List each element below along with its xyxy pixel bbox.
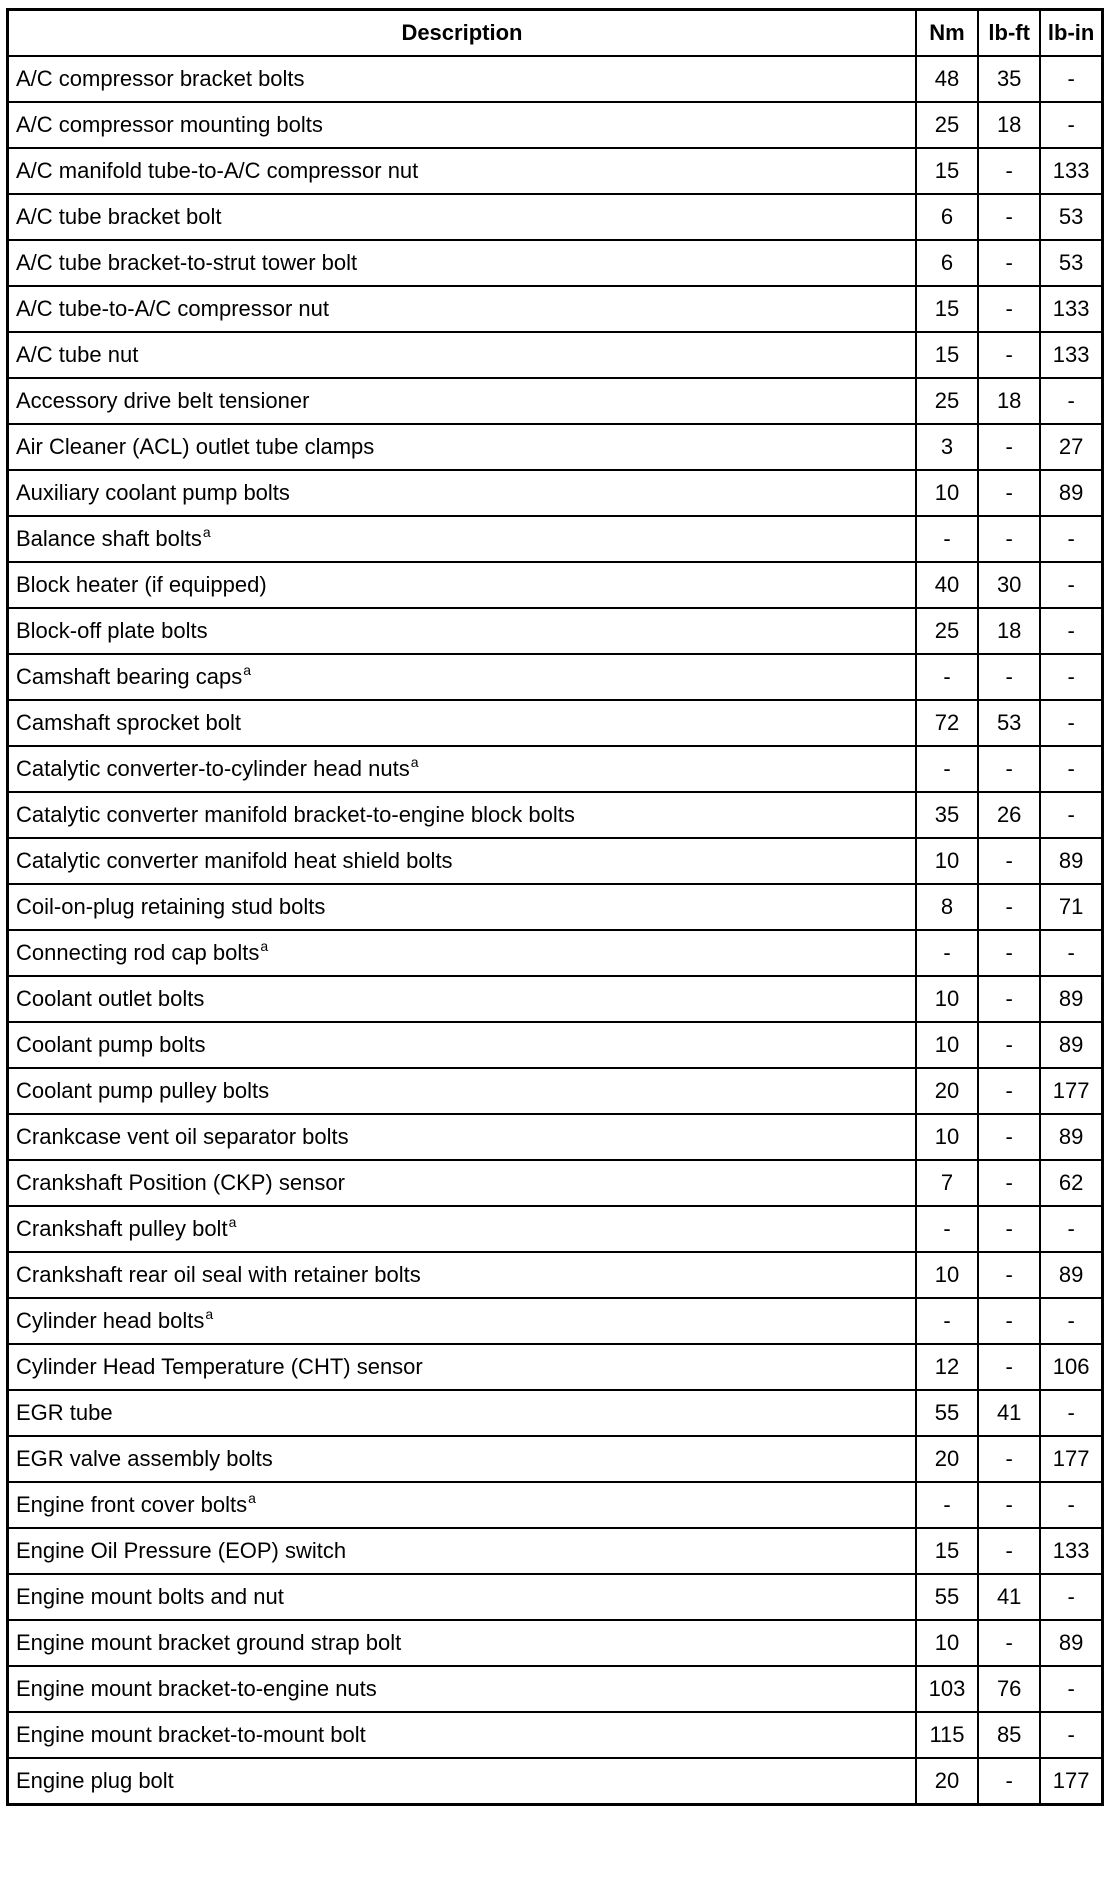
lbft-value-cell: -	[978, 516, 1040, 562]
description-text: Catalytic converter manifold bracket-to-engine block bolts	[16, 802, 575, 827]
description-text: Camshaft bearing caps	[16, 664, 243, 689]
description-cell	[8, 148, 916, 194]
lbin-value-cell: -	[1040, 746, 1102, 792]
nm-value-cell: 25	[916, 102, 978, 148]
lbin-value-cell: -	[1040, 1298, 1102, 1344]
description-cell	[8, 1206, 916, 1252]
lbft-value-cell: 53	[978, 700, 1040, 746]
lbin-value-cell: 89	[1040, 1114, 1102, 1160]
lbin-value-cell: -	[1040, 1574, 1102, 1620]
description-text: A/C compressor bracket bolts	[16, 66, 305, 91]
description-text: A/C tube bracket bolt	[16, 204, 222, 229]
lbin-value-cell: -	[1040, 1390, 1102, 1436]
lbft-value-cell: -	[978, 424, 1040, 470]
table-row	[8, 1114, 1103, 1160]
nm-value-cell: 10	[916, 1252, 978, 1298]
lbin-value-cell: 106	[1040, 1344, 1102, 1390]
nm-value-cell: 15	[916, 332, 978, 378]
table-row	[8, 1666, 1103, 1712]
description-cell	[8, 1482, 916, 1528]
table-row	[8, 1160, 1103, 1206]
description-cell	[8, 102, 916, 148]
lbft-value-cell: -	[978, 976, 1040, 1022]
lbft-value-cell: -	[978, 1068, 1040, 1114]
table-row	[8, 1712, 1103, 1758]
lbft-value-cell: -	[978, 1022, 1040, 1068]
lbin-value-cell: -	[1040, 562, 1102, 608]
nm-value-cell: 25	[916, 378, 978, 424]
lbin-value-cell: 133	[1040, 148, 1102, 194]
description-text: A/C tube-to-A/C compressor nut	[16, 296, 330, 321]
description-text: Crankcase vent oil separator bolts	[16, 1124, 349, 1149]
lbft-value-cell: -	[978, 1160, 1040, 1206]
footnote-marker: a	[228, 1214, 237, 1230]
description-cell	[8, 516, 916, 562]
table-row	[8, 1620, 1103, 1666]
table-row	[8, 884, 1103, 930]
nm-value-cell: 10	[916, 976, 978, 1022]
nm-value-cell: 115	[916, 1712, 978, 1758]
nm-value-cell: 10	[916, 1114, 978, 1160]
description-text: Engine Oil Pressure (EOP) switch	[16, 1538, 347, 1563]
nm-value-cell: -	[916, 654, 978, 700]
lbft-value-cell: 26	[978, 792, 1040, 838]
table-row	[8, 1436, 1103, 1482]
description-text: A/C manifold tube-to-A/C compressor nut	[16, 158, 419, 183]
description-cell	[8, 1436, 916, 1482]
description-cell	[8, 746, 916, 792]
lbin-value-cell: 71	[1040, 884, 1102, 930]
nm-value-cell: 10	[916, 1620, 978, 1666]
description-cell	[8, 1390, 916, 1436]
description-text: Catalytic converter manifold heat shield bolts	[16, 848, 453, 873]
description-text: Crankshaft rear oil seal with retainer bolts	[16, 1262, 421, 1287]
description-cell	[8, 1298, 916, 1344]
lbft-value-cell: -	[978, 1528, 1040, 1574]
description-text: Air Cleaner (ACL) outlet tube clamps	[16, 434, 375, 459]
description-text: A/C tube nut	[16, 342, 139, 367]
description-cell	[8, 700, 916, 746]
description-cell	[8, 976, 916, 1022]
lbin-value-cell: 177	[1040, 1758, 1102, 1805]
description-text: Engine mount bracket-to-engine nuts	[16, 1676, 377, 1701]
description-text: Accessory drive belt tensioner	[16, 388, 310, 413]
nm-value-cell: 20	[916, 1758, 978, 1805]
description-text: Engine plug bolt	[16, 1768, 174, 1793]
lbin-value-cell: 89	[1040, 1252, 1102, 1298]
table-row	[8, 930, 1103, 976]
footnote-marker: a	[243, 662, 252, 678]
table-row	[8, 424, 1103, 470]
description-text: EGR tube	[16, 1400, 113, 1425]
table-row	[8, 700, 1103, 746]
lbft-value-cell: -	[978, 470, 1040, 516]
description-text: Block heater (if equipped)	[16, 572, 267, 597]
lbft-value-cell: -	[978, 746, 1040, 792]
description-text: Cylinder head bolts	[16, 1308, 205, 1333]
table-row	[8, 470, 1103, 516]
table-row	[8, 838, 1103, 884]
nm-value-cell: 48	[916, 56, 978, 102]
lbft-value-cell: 30	[978, 562, 1040, 608]
description-cell	[8, 286, 916, 332]
nm-value-cell: -	[916, 1206, 978, 1252]
description-text: Coolant outlet bolts	[16, 986, 205, 1011]
description-text: A/C compressor mounting bolts	[16, 112, 323, 137]
lbft-value-cell: 41	[978, 1574, 1040, 1620]
lbin-value-cell: -	[1040, 1482, 1102, 1528]
table-row	[8, 608, 1103, 654]
lbin-value-cell: -	[1040, 608, 1102, 654]
header-row	[8, 10, 1103, 57]
lbft-value-cell: -	[978, 148, 1040, 194]
lbft-value-cell: -	[978, 1344, 1040, 1390]
nm-value-cell: 10	[916, 1022, 978, 1068]
table-row	[8, 792, 1103, 838]
table-row	[8, 102, 1103, 148]
lbft-value-cell: -	[978, 654, 1040, 700]
table-row	[8, 1068, 1103, 1114]
description-cell	[8, 1114, 916, 1160]
description-text: EGR valve assembly bolts	[16, 1446, 273, 1471]
lbft-value-cell: 18	[978, 608, 1040, 654]
nm-value-cell: -	[916, 1482, 978, 1528]
lbin-value-cell: 177	[1040, 1068, 1102, 1114]
description-text: Coolant pump pulley bolts	[16, 1078, 270, 1103]
description-cell	[8, 1712, 916, 1758]
lbin-value-cell: -	[1040, 378, 1102, 424]
description-cell	[8, 838, 916, 884]
lbft-value-cell: -	[978, 194, 1040, 240]
description-text: Crankshaft Position (CKP) sensor	[16, 1170, 345, 1195]
footnote-marker: a	[202, 524, 211, 540]
lbft-value-cell: -	[978, 1252, 1040, 1298]
description-cell	[8, 884, 916, 930]
lbft-value-cell: 76	[978, 1666, 1040, 1712]
lbft-value-cell: -	[978, 1298, 1040, 1344]
nm-value-cell: 8	[916, 884, 978, 930]
description-cell	[8, 1528, 916, 1574]
description-cell	[8, 792, 916, 838]
table-row	[8, 746, 1103, 792]
description-text: Engine mount bolts and nut	[16, 1584, 284, 1609]
lbft-value-cell: -	[978, 930, 1040, 976]
description-cell	[8, 1666, 916, 1712]
description-text: Block-off plate bolts	[16, 618, 208, 643]
description-cell	[8, 930, 916, 976]
description-text: Auxiliary coolant pump bolts	[16, 480, 290, 505]
lbin-value-cell: -	[1040, 56, 1102, 102]
lbin-value-cell: -	[1040, 654, 1102, 700]
description-text: Coolant pump bolts	[16, 1032, 206, 1057]
nm-value-cell: -	[916, 930, 978, 976]
description-text: Catalytic converter-to-cylinder head nuts	[16, 756, 410, 781]
table-row	[8, 1482, 1103, 1528]
description-cell	[8, 608, 916, 654]
lbin-value-cell: -	[1040, 516, 1102, 562]
lbft-value-cell: -	[978, 884, 1040, 930]
lbft-value-cell: -	[978, 1114, 1040, 1160]
nm-value-cell: 35	[916, 792, 978, 838]
description-cell	[8, 424, 916, 470]
description-cell	[8, 1160, 916, 1206]
description-cell	[8, 562, 916, 608]
description-cell	[8, 378, 916, 424]
description-text: Cylinder Head Temperature (CHT) sensor	[16, 1354, 423, 1379]
nm-value-cell: 40	[916, 562, 978, 608]
lbin-value-cell: 89	[1040, 1022, 1102, 1068]
nm-value-cell: 55	[916, 1574, 978, 1620]
nm-value-cell: 3	[916, 424, 978, 470]
nm-value-cell: -	[916, 516, 978, 562]
description-cell	[8, 1620, 916, 1666]
lbft-value-cell: -	[978, 1206, 1040, 1252]
lbft-value-cell: -	[978, 332, 1040, 378]
lbin-value-cell: 133	[1040, 332, 1102, 378]
table-body	[8, 56, 1103, 1805]
nm-value-cell: 55	[916, 1390, 978, 1436]
nm-value-cell: 12	[916, 1344, 978, 1390]
footnote-marker: a	[260, 938, 269, 954]
description-cell	[8, 56, 916, 102]
lbft-value-cell: -	[978, 1482, 1040, 1528]
torque-spec-sheet	[6, 8, 1104, 1806]
nm-value-cell: 20	[916, 1068, 978, 1114]
table-row	[8, 1574, 1103, 1620]
nm-value-cell: 6	[916, 194, 978, 240]
nm-value-cell: -	[916, 1298, 978, 1344]
table-row	[8, 240, 1103, 286]
lbft-value-cell: 18	[978, 102, 1040, 148]
nm-value-cell: 15	[916, 286, 978, 332]
table-row	[8, 1022, 1103, 1068]
description-text: Balance shaft bolts	[16, 526, 202, 551]
description-cell	[8, 1068, 916, 1114]
description-cell	[8, 470, 916, 516]
table-row	[8, 1528, 1103, 1574]
nm-value-cell: 25	[916, 608, 978, 654]
table-row	[8, 1758, 1103, 1805]
table-row	[8, 148, 1103, 194]
lbft-value-cell: -	[978, 1620, 1040, 1666]
lbft-value-cell: -	[978, 286, 1040, 332]
description-cell	[8, 654, 916, 700]
nm-value-cell: 103	[916, 1666, 978, 1712]
description-cell	[8, 1252, 916, 1298]
nm-value-cell: 10	[916, 838, 978, 884]
table-row	[8, 976, 1103, 1022]
nm-value-cell: 72	[916, 700, 978, 746]
lbin-value-cell: 89	[1040, 838, 1102, 884]
lbin-value-cell: 89	[1040, 976, 1102, 1022]
column-header-nm: Nm	[916, 10, 978, 57]
nm-value-cell: -	[916, 746, 978, 792]
lbin-value-cell: 89	[1040, 1620, 1102, 1666]
lbin-value-cell: 177	[1040, 1436, 1102, 1482]
lbin-value-cell: 53	[1040, 240, 1102, 286]
footnote-marker: a	[248, 1490, 256, 1506]
description-cell	[8, 1758, 916, 1805]
description-cell	[8, 1022, 916, 1068]
nm-value-cell: 10	[916, 470, 978, 516]
lbft-value-cell: 41	[978, 1390, 1040, 1436]
description-cell	[8, 194, 916, 240]
lbin-value-cell: 27	[1040, 424, 1102, 470]
lbin-value-cell: -	[1040, 1712, 1102, 1758]
lbin-value-cell: -	[1040, 102, 1102, 148]
lbin-value-cell: -	[1040, 1206, 1102, 1252]
table-row	[8, 286, 1103, 332]
table-row	[8, 1390, 1103, 1436]
lbin-value-cell: -	[1040, 1666, 1102, 1712]
footnote-marker: a	[410, 754, 419, 770]
table-row	[8, 378, 1103, 424]
nm-value-cell: 15	[916, 148, 978, 194]
table-row	[8, 194, 1103, 240]
description-cell	[8, 332, 916, 378]
description-cell	[8, 1344, 916, 1390]
nm-value-cell: 7	[916, 1160, 978, 1206]
description-text: A/C tube bracket-to-strut tower bolt	[16, 250, 358, 275]
lbft-value-cell: 35	[978, 56, 1040, 102]
torque-spec-table	[6, 8, 1104, 1806]
lbin-value-cell: -	[1040, 930, 1102, 976]
lbin-value-cell: -	[1040, 792, 1102, 838]
description-text: Crankshaft pulley bolt	[16, 1216, 228, 1241]
lbin-value-cell: 62	[1040, 1160, 1102, 1206]
lbin-value-cell: 133	[1040, 286, 1102, 332]
footnote-marker: a	[205, 1306, 214, 1322]
description-text: Camshaft sprocket bolt	[16, 710, 241, 735]
lbin-value-cell: -	[1040, 700, 1102, 746]
lbft-value-cell: -	[978, 240, 1040, 286]
lbin-value-cell: 133	[1040, 1528, 1102, 1574]
lbft-value-cell: -	[978, 1758, 1040, 1805]
table-row	[8, 516, 1103, 562]
table-row	[8, 1344, 1103, 1390]
description-text: Connecting rod cap bolts	[16, 940, 260, 965]
table-row	[8, 56, 1103, 102]
description-text: Engine mount bracket ground strap bolt	[16, 1630, 402, 1655]
column-header-description: Description	[8, 10, 916, 57]
table-row	[8, 1298, 1103, 1344]
lbin-value-cell: 89	[1040, 470, 1102, 516]
lbft-value-cell: 18	[978, 378, 1040, 424]
description-text: Engine front cover bolts	[16, 1492, 248, 1517]
lbft-value-cell: -	[978, 1436, 1040, 1482]
description-cell	[8, 1574, 916, 1620]
column-header-lbin: lb-in	[1040, 10, 1102, 57]
description-cell	[8, 240, 916, 286]
table-row	[8, 1206, 1103, 1252]
table-row	[8, 1252, 1103, 1298]
nm-value-cell: 20	[916, 1436, 978, 1482]
lbft-value-cell: -	[978, 838, 1040, 884]
lbin-value-cell: 53	[1040, 194, 1102, 240]
nm-value-cell: 6	[916, 240, 978, 286]
table-row	[8, 654, 1103, 700]
table-row	[8, 332, 1103, 378]
table-row	[8, 562, 1103, 608]
lbft-value-cell: 85	[978, 1712, 1040, 1758]
description-text: Coil-on-plug retaining stud bolts	[16, 894, 326, 919]
nm-value-cell: 15	[916, 1528, 978, 1574]
column-header-lbft: lb-ft	[978, 10, 1040, 57]
description-text: Engine mount bracket-to-mount bolt	[16, 1722, 366, 1747]
